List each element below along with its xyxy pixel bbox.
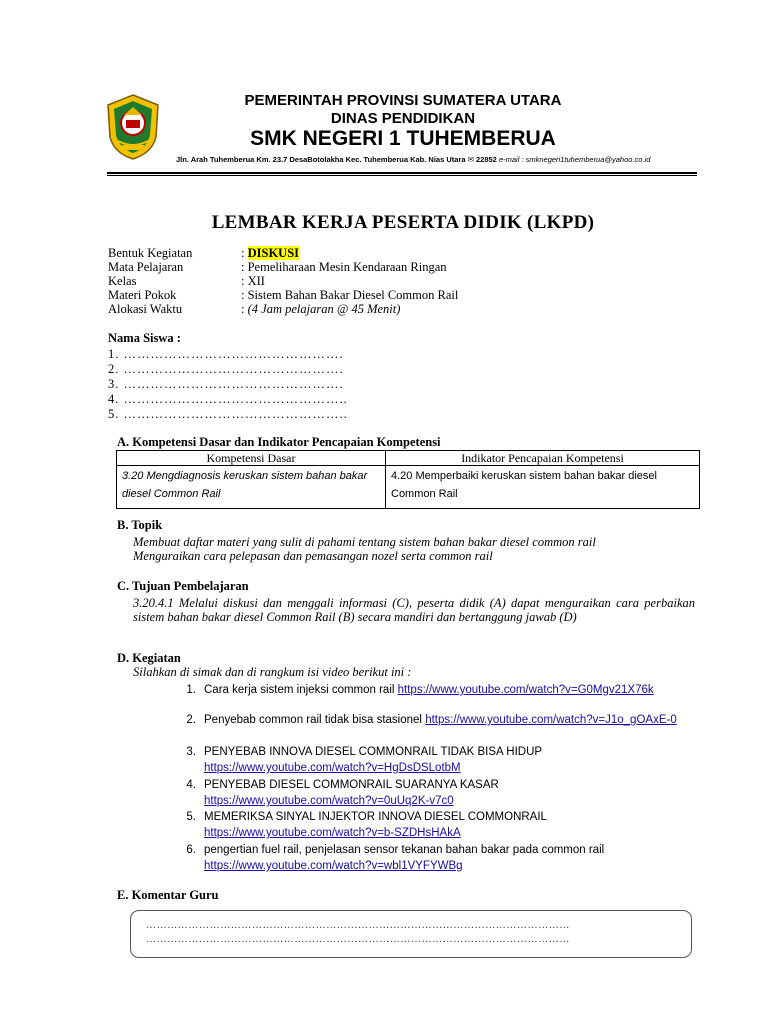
info-value: (4 Jam pelajaran @ 45 Menit) (247, 302, 401, 316)
video-link[interactable]: https://www.youtube.com/watch?v=G0Mgv21X76k (397, 684, 654, 696)
activity-type-highlight: DISKUSI (247, 246, 300, 260)
activity-number: 1. (186, 684, 196, 696)
activity-number: 5. (186, 811, 196, 823)
header-divider (107, 172, 697, 174)
table-row (117, 466, 700, 509)
header-address (176, 155, 650, 164)
comment-line: ………………………………………………………………………………………………………… (146, 934, 570, 945)
activity-number: 2. (186, 714, 196, 726)
student-name-line: 2. …………………………………………. (108, 362, 344, 376)
activity-text (204, 744, 694, 776)
table-header-row (117, 451, 700, 466)
topic-line-1: Membuat daftar materi yang sulit di pahami tentang sistem bahan bakar diesel common rail (133, 535, 596, 549)
activity-number: 4. (186, 779, 196, 791)
header-divider-thin (107, 175, 697, 176)
activity-text (204, 682, 694, 698)
activity-text (204, 809, 694, 841)
video-link[interactable]: https://www.youtube.com/watch?v=b-SZDHsHAkA (204, 827, 461, 839)
section-e-title: E. Komentar Guru (117, 888, 219, 902)
info-row-alokasi: Alokasi Waktu : (4 Jam pelajaran @ 45 Menit) (108, 302, 401, 316)
activity-text (204, 842, 694, 874)
table-header-ipk: Indikator Pencapaian Kompetensi (386, 451, 700, 466)
info-row-mapel (108, 260, 447, 274)
section-a-title: A. Kompetensi Dasar dan Indikator Pencapaian Kompetensi (117, 435, 441, 449)
activity-item (180, 809, 700, 841)
activity-item (180, 842, 700, 874)
info-row-bentuk: Bentuk Kegiatan : DISKUSI (108, 246, 300, 260)
info-value: : XII (241, 274, 265, 288)
student-name-line: 1. …………………………………………. (108, 347, 344, 361)
document-title: LEMBAR KERJA PESERTA DIDIK (LKPD) (211, 212, 595, 233)
address-text: Jln. Arah Tuhemberua Km. 23.7 DesaBotolakha Kec. Tuhemberua Kab. Nias Utara ✉ 22852 (176, 155, 497, 164)
activity-label: PENYEBAB INNOVA DIESEL COMMONRAIL TIDAK BISA HIDUP (204, 746, 543, 758)
table-header-kd: Kompetensi Dasar (117, 451, 386, 466)
activity-item (180, 744, 700, 776)
student-name-line: 4. ………………………………………….. (108, 392, 348, 406)
info-label: Bentuk Kegiatan (108, 246, 193, 260)
video-link[interactable]: https://www.youtube.com/watch?v=J1o_gOAxE-0 (425, 714, 677, 726)
address-email: e-mail : smknegeri1tuhemberua@yahoo.co.id (498, 155, 651, 164)
activity-label: Cara kerja sistem injeksi common rail (204, 684, 398, 696)
student-name-line: 3. …………………………………………. (108, 377, 344, 391)
student-names-title: Nama Siswa : (108, 331, 181, 345)
student-name-line: 5. ………………………………………….. (108, 407, 348, 421)
video-link[interactable]: https://www.youtube.com/watch?v=wbl1VYFYWBg (204, 860, 463, 872)
section-b-title: B. Topik (117, 518, 163, 532)
header-school-name: SMK NEGERI 1 TUHEMBERUA (250, 127, 556, 150)
activity-text (204, 712, 694, 728)
info-value: : Sistem Bahan Bakar Diesel Common Rail (241, 288, 459, 302)
info-row-kelas (108, 274, 265, 288)
activity-label: pengertian fuel rail, penjelasan sensor tekanan bahan bakar pada common rail (204, 844, 605, 856)
table-cell-kd: 3.20 Mengdiagnosis keruskan sistem bahan bakar diesel Common Rail (117, 466, 386, 509)
activity-number: 3. (186, 746, 196, 758)
info-label: Alokasi Waktu (108, 302, 183, 316)
activity-item (180, 682, 700, 714)
section-c-title: C. Tujuan Pembelajaran (117, 579, 249, 593)
activity-label: Penyebab common rail tidak bisa stasionel (204, 714, 426, 726)
activity-label: PENYEBAB DIESEL COMMONRAIL SUARANYA KASAR (204, 779, 499, 791)
learning-objective-text: 3.20.4.1 Melalui diskusi dan menggali informasi (C), peserta didik (A) dapat menguraikan cara perbaikan sistem bahan bakar diesel Common Rail (B) secara mandiri dan bertanggung jawab (D) (133, 596, 695, 624)
info-label: Materi Pokok (108, 288, 177, 302)
info-label: Mata Pelajaran (108, 260, 184, 274)
activity-number: 6. (186, 844, 196, 856)
topic-line-2: Menguraikan cara pelepasan dan pemasangan nozel serta common rail (133, 549, 493, 563)
competency-table (116, 450, 700, 509)
info-row-materi (108, 288, 458, 302)
video-link[interactable]: https://www.youtube.com/watch?v=HgDsDSLotbM (204, 762, 461, 774)
activity-text (204, 777, 694, 809)
header-department: DINAS PENDIDIKAN (330, 110, 476, 127)
video-link[interactable]: https://www.youtube.com/watch?v=0uUq2K-v7c0 (204, 795, 454, 807)
activity-label: MEMERIKSA SINYAL INJEKTOR INNOVA DIESEL COMMONRAIL (204, 811, 547, 823)
activity-intro: Silahkan di simak dan di rangkum isi video berikut ini : (133, 665, 412, 679)
info-label: Kelas (108, 274, 137, 288)
table-cell-ipk: 4.20 Memperbaiki keruskan sistem bahan bakar diesel Common Rail (386, 466, 700, 509)
info-value: : Pemeliharaan Mesin Kendaraan Ringan (241, 260, 447, 274)
header-government: PEMERINTAH PROVINSI SUMATERA UTARA (244, 92, 562, 109)
comment-line: ………………………………………………………………………………………………………… (146, 920, 570, 931)
section-d-title: D. Kegiatan (117, 651, 181, 665)
activity-item (180, 777, 700, 809)
activity-item (180, 712, 700, 744)
